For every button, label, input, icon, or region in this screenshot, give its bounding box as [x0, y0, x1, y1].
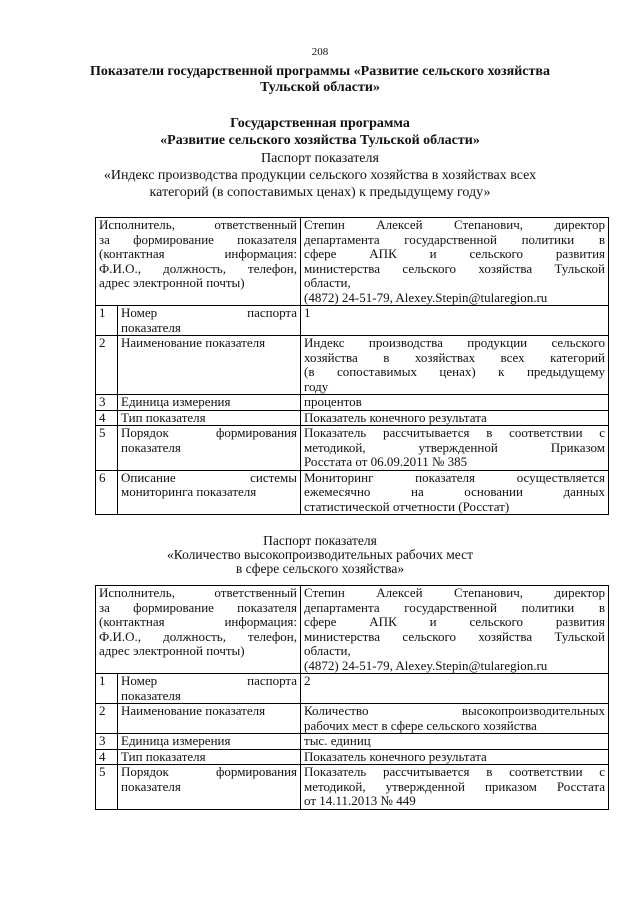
executor-row — [96, 218, 609, 306]
row-value-cell — [301, 410, 609, 426]
cell-text-line: Порядок формирования — [121, 425, 298, 440]
table-row — [96, 749, 609, 765]
cell-text-line: Ф.И.О., должность, телефон, — [99, 628, 298, 644]
cell-text-line: хозяйства в хозяйствах всех категорий — [304, 349, 606, 365]
heading-line: Тульской области» — [260, 80, 380, 95]
document-heading — [60, 64, 580, 96]
cell-text-line: Описание системы — [121, 469, 298, 485]
cell-text-line: области, — [304, 275, 351, 290]
row-number-cell: 1 — [96, 306, 118, 336]
cell-text-line: (контактная информация: — [99, 246, 298, 261]
cell-text-line: сфере АПК и сельского развития — [304, 246, 606, 261]
row-label-cell — [118, 734, 301, 750]
row-value-cell — [301, 749, 609, 765]
row-value-cell — [301, 704, 609, 734]
passport2-title: Паспорт показателя — [263, 533, 377, 548]
executor-value-cell — [301, 586, 609, 674]
heading-line: Показатели государственной программы «Развитие сельского хозяйства — [90, 64, 550, 79]
cell-text-line: Ф.И.О., должность, телефон, — [99, 260, 298, 276]
row-label-cell — [118, 704, 301, 734]
row-value-cell — [301, 426, 609, 471]
cell-text-line: Тип показателя — [121, 409, 206, 425]
table-row — [96, 306, 609, 336]
cell-text-line: 1 — [304, 305, 311, 320]
cell-text-line: 2 — [304, 673, 311, 688]
row-number-cell: 6 — [96, 470, 118, 515]
cell-text-line: (4872) 24-51-79, Alexey.Stepin@tularegion.ru — [304, 289, 548, 305]
cell-text-line: от 14.11.2013 № 449 — [304, 793, 416, 808]
cell-text-line: Показатель конечного результата — [304, 748, 487, 764]
passport2-name-line: в сфере сельского хозяйства» — [235, 561, 405, 576]
cell-text-line: за формирование показателя — [99, 599, 298, 615]
cell-text-line: Исполнитель, ответственный — [99, 217, 298, 232]
table-row — [96, 674, 609, 704]
cell-text-line: Порядок формирования — [121, 764, 298, 779]
passport1-name-line: категорий (в сопоставимых ценах) к предыдущему году» — [149, 185, 491, 200]
cell-text-line: тыс. единиц — [304, 733, 371, 748]
program-title-line: «Развитие сельского хозяйства Тульской области» — [160, 133, 480, 148]
row-label-cell — [118, 426, 301, 471]
page-number: 208 — [311, 46, 329, 58]
cell-text-line: Тип показателя — [121, 748, 206, 764]
cell-text-line: области, — [304, 643, 351, 658]
table-row — [96, 734, 609, 750]
row-label-cell — [118, 674, 301, 704]
row-label-cell — [118, 395, 301, 411]
row-number-cell: 4 — [96, 410, 118, 426]
cell-text-line: Индекс производства продукции сельского — [304, 335, 606, 350]
passport1-name-line: «Индекс производства продукции сельского хозяйства в хозяйствах всех — [103, 168, 537, 183]
table-row — [96, 395, 609, 411]
row-value-cell — [301, 674, 609, 704]
cell-text-line: процентов — [304, 394, 362, 409]
cell-text-line: Мониторинг показателя осуществляется — [304, 469, 606, 485]
passport1-table — [95, 217, 609, 515]
cell-text-line: Степин Алексей Степанович, директор — [304, 217, 606, 232]
cell-text-line: Наименование показателя — [121, 335, 266, 350]
row-number-cell: 3 — [96, 395, 118, 411]
row-label-cell — [118, 410, 301, 426]
cell-text-line: Единица измерения — [121, 394, 231, 409]
passport1-heading — [60, 150, 580, 201]
cell-text-line: департамента государственной политики в — [304, 231, 606, 247]
table-row — [96, 765, 609, 810]
row-label-cell — [118, 765, 301, 810]
executor-label-cell — [96, 586, 301, 674]
table-row — [96, 336, 609, 395]
cell-text-line: методикой, утвержденной приказом Росстата — [304, 778, 606, 794]
cell-text-line: сфере АПК и сельского развития — [304, 614, 606, 629]
cell-text-line: Степин Алексей Степанович, директор — [304, 585, 606, 600]
row-label-cell — [118, 336, 301, 395]
cell-text-line: департамента государственной политики в — [304, 599, 606, 615]
cell-text-line: показателя — [121, 687, 181, 703]
row-number-cell: 5 — [96, 765, 118, 810]
cell-text-line: рабочих мест в сфере сельского хозяйства — [304, 717, 537, 733]
cell-text-line: методикой, утвержденной Приказом — [304, 439, 606, 455]
cell-text-line: мониторинга показателя — [121, 484, 257, 499]
row-value-cell — [301, 765, 609, 810]
cell-text-line: показателя — [121, 319, 181, 335]
row-label-cell — [118, 470, 301, 515]
cell-text-line: Количество высокопроизводительных — [304, 703, 606, 718]
cell-text-line: показателя — [121, 439, 181, 455]
row-number-cell: 5 — [96, 426, 118, 471]
cell-text-line: показателя — [121, 778, 181, 794]
cell-text-line: Росстата от 06.09.2011 № 385 — [304, 454, 468, 469]
cell-text-line: Номер паспорта — [121, 673, 298, 688]
cell-text-line: Наименование показателя — [121, 703, 266, 718]
executor-label-cell — [96, 218, 301, 306]
cell-text-line: Номер паспорта — [121, 305, 298, 320]
program-title-line: Государственная программа — [230, 116, 410, 131]
cell-text-line: Показатель рассчитывается в соответствии с — [304, 425, 606, 440]
row-number-cell: 2 — [96, 704, 118, 734]
cell-text-line: министерства сельского хозяйства Тульской — [304, 260, 606, 276]
passport2-heading — [60, 534, 580, 576]
cell-text-line: Единица измерения — [121, 733, 231, 748]
passport2-table — [95, 585, 609, 810]
row-label-cell — [118, 306, 301, 336]
cell-text-line: за формирование показателя — [99, 231, 298, 247]
table-row — [96, 470, 609, 515]
cell-text-line: году — [304, 378, 329, 394]
row-value-cell — [301, 395, 609, 411]
row-number-cell: 4 — [96, 749, 118, 765]
cell-text-line: (4872) 24-51-79, Alexey.Stepin@tularegion.ru — [304, 657, 548, 673]
cell-text-line: министерства сельского хозяйства Тульской — [304, 628, 606, 644]
row-number-cell: 3 — [96, 734, 118, 750]
cell-text-line: адрес электронной почты) — [99, 643, 245, 658]
row-value-cell — [301, 306, 609, 336]
cell-text-line: Исполнитель, ответственный — [99, 585, 298, 600]
table-row — [96, 410, 609, 426]
cell-text-line: адрес электронной почты) — [99, 275, 245, 290]
table-row — [96, 704, 609, 734]
cell-text-line: ежемесячно на основании данных — [304, 484, 606, 499]
program-title — [60, 115, 580, 149]
row-value-cell — [301, 734, 609, 750]
row-number-cell: 1 — [96, 674, 118, 704]
passport2-name-line: «Количество высокопроизводительных рабочих мест — [167, 547, 473, 562]
row-number-cell: 2 — [96, 336, 118, 395]
passport1-title: Паспорт показателя — [261, 151, 379, 166]
cell-text-line: (в сопоставимых ценах) к предыдущему — [304, 364, 606, 379]
cell-text-line: статистической отчетности (Росстат) — [304, 498, 510, 514]
row-label-cell — [118, 749, 301, 765]
row-value-cell — [301, 336, 609, 395]
table-row — [96, 426, 609, 471]
cell-text-line: Показатель рассчитывается в соответствии с — [304, 764, 606, 779]
executor-value-cell — [301, 218, 609, 306]
row-value-cell — [301, 470, 609, 515]
executor-row — [96, 586, 609, 674]
cell-text-line: (контактная информация: — [99, 614, 298, 629]
cell-text-line: Показатель конечного результата — [304, 409, 487, 425]
